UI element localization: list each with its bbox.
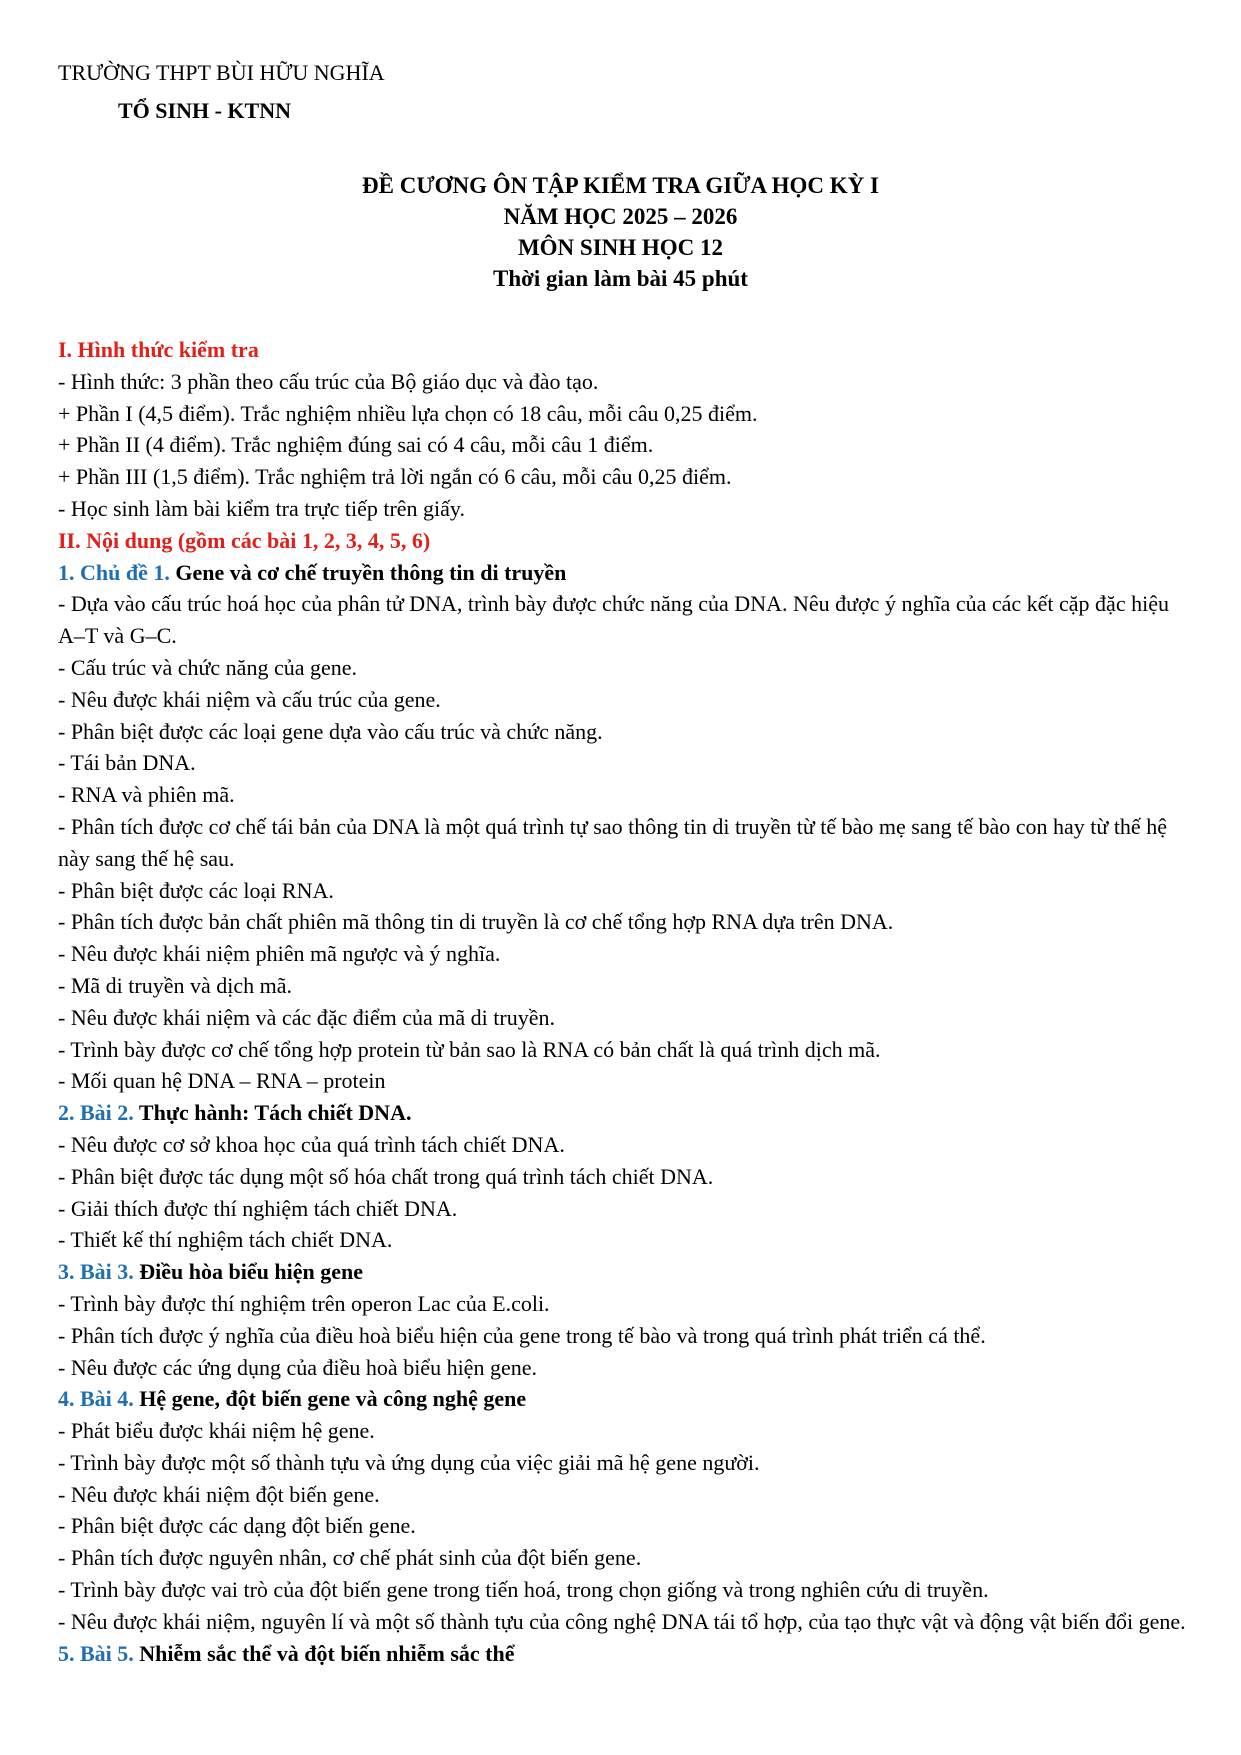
list-item: - Mã di truyền và dịch mã.	[58, 972, 292, 998]
school-name: TRƯỜNG THPT BÙI HỮU NGHĨA	[58, 60, 385, 85]
topic-number: 3. Bài 3.	[58, 1259, 134, 1285]
list-item: - Nêu được khái niệm và các đặc điểm của mã di truyền.	[58, 1004, 555, 1030]
topic-number: 2. Bài 2.	[58, 1100, 134, 1126]
list-item: - Phân tích được ý nghĩa của điều hoà biểu hiện của gene trong tế bào và trong quá trình phát triển cá thể.	[58, 1322, 986, 1348]
topic-3-heading	[58, 1256, 1193, 1288]
topic-title: Nhiễm sắc thể và đột biến nhiễm sắc thể	[139, 1640, 515, 1666]
list-item: - Nêu được cơ sở khoa học của quá trình tách chiết DNA.	[58, 1131, 565, 1157]
topic-title: Hệ gene, đột biến gene và công nghệ gene	[139, 1386, 527, 1412]
list-item: - Thiết kế thí nghiệm tách chiết DNA.	[58, 1227, 393, 1253]
list-item: - Trình bày được cơ chế tổng hợp protein từ bản sao là RNA có bản chất là quá trình dịch mã.	[58, 1036, 881, 1062]
topic-number: 5. Bài 5.	[58, 1640, 134, 1666]
title-line-2: NĂM HỌC 2025 – 2026	[503, 204, 738, 229]
list-item: - Nêu được khái niệm và cấu trúc của gene.	[58, 686, 441, 712]
list-item: - Trình bày được vai trò của đột biến gene trong tiến hoá, trong chọn giống và trong nghiên cứu di truyền.	[58, 1577, 989, 1603]
list-item: - Phân biệt được các loại gene dựa vào cấu trúc và chức năng.	[58, 718, 603, 744]
topic-4-heading	[58, 1383, 1193, 1415]
list-item: - Phân tích được bản chất phiên mã thông tin di truyền là cơ chế tổng hợp RNA dựa trên DNA.	[58, 909, 894, 935]
section-2-heading: II. Nội dung (gồm các bài 1, 2, 3, 4, 5, 6)	[58, 527, 431, 553]
topic-1-heading	[58, 557, 1193, 589]
topic-5-heading	[58, 1638, 1193, 1670]
title-line-4: Thời gian làm bài 45 phút	[493, 266, 748, 291]
list-item: + Phần III (1,5 điểm). Trắc nghiệm trả lời ngắn có 6 câu, mỗi câu 0,25 điểm.	[58, 464, 732, 490]
list-item: - Cấu trúc và chức năng của gene.	[58, 654, 358, 680]
topic-number: 4. Bài 4.	[58, 1386, 134, 1412]
list-item: - Nêu được khái niệm phiên mã ngược và ý nghĩa.	[58, 941, 501, 967]
list-item: - Trình bày được thí nghiệm trên operon Lac của E.coli.	[58, 1290, 550, 1316]
list-item: - Học sinh làm bài kiểm tra trực tiếp trên giấy.	[58, 495, 465, 521]
list-item: - Trình bày được một số thành tựu và ứng dụng của việc giải mã hệ gene người.	[58, 1449, 760, 1475]
topic-title: Điều hòa biểu hiện gene	[139, 1259, 363, 1285]
topic-2-heading	[58, 1097, 1193, 1129]
topic-number: 1. Chủ đề 1.	[58, 559, 170, 585]
list-item: + Phần I (4,5 điểm). Trắc nghiệm nhiều lựa chọn có 18 câu, mỗi câu 0,25 điểm.	[58, 400, 758, 426]
list-item: - Giải thích được thí nghiệm tách chiết DNA.	[58, 1195, 458, 1221]
document-title	[0, 170, 1241, 294]
list-item: - Mối quan hệ DNA – RNA – protein	[58, 1068, 386, 1094]
department-name: TỔ SINH - KTNN	[118, 98, 291, 123]
list-item: - Hình thức: 3 phần theo cấu trúc của Bộ giáo dục và đào tạo.	[58, 368, 599, 394]
list-item: - Dựa vào cấu trúc hoá học của phân tử DNA, trình bày được chức năng của DNA. Nêu được ý nghĩa của các kết cặp đặc hiệu A–T và G–C.	[58, 591, 1169, 649]
section-1-heading: I. Hình thức kiểm tra	[58, 337, 259, 362]
title-line-3: MÔN SINH HỌC 12	[517, 235, 724, 260]
list-item: - Phân tích được nguyên nhân, cơ chế phát sinh của đột biến gene.	[58, 1545, 642, 1571]
list-item: - Tái bản DNA.	[58, 750, 196, 776]
list-item: - Phát biểu được khái niệm hệ gene.	[58, 1418, 375, 1444]
list-item: - RNA và phiên mã.	[58, 782, 235, 808]
list-item: - Phân tích được cơ chế tái bản của DNA là một quá trình tự sao thông tin di truyền từ tế bào mẹ sang tế bào con hay từ thế hệ này sang thế hệ sau.	[58, 813, 1167, 871]
list-item: - Phân biệt được các loại RNA.	[58, 877, 334, 903]
topic-title: Thực hành: Tách chiết DNA.	[138, 1100, 412, 1126]
list-item: - Phân biệt được các dạng đột biến gene.	[58, 1513, 416, 1539]
list-item: + Phần II (4 điểm). Trắc nghiệm đúng sai có 4 câu, mỗi câu 1 điểm.	[58, 432, 654, 458]
list-item: - Nêu được khái niệm, nguyên lí và một số thành tựu của công nghệ DNA tái tổ hợp, của tạo thực vật và động vật biến đổi gene.	[58, 1608, 1186, 1634]
document-body	[58, 334, 1193, 1669]
list-item: - Phân biệt được tác dụng một số hóa chất trong quá trình tách chiết DNA.	[58, 1163, 714, 1189]
list-item: - Nêu được khái niệm đột biến gene.	[58, 1481, 380, 1507]
list-item: - Nêu được các ứng dụng của điều hoà biểu hiện gene.	[58, 1354, 537, 1380]
topic-title: Gene và cơ chế truyền thông tin di truyền	[175, 559, 567, 585]
title-line-1: ĐỀ CƯƠNG ÔN TẬP KIỂM TRA GIỮA HỌC KỲ I	[362, 173, 879, 198]
